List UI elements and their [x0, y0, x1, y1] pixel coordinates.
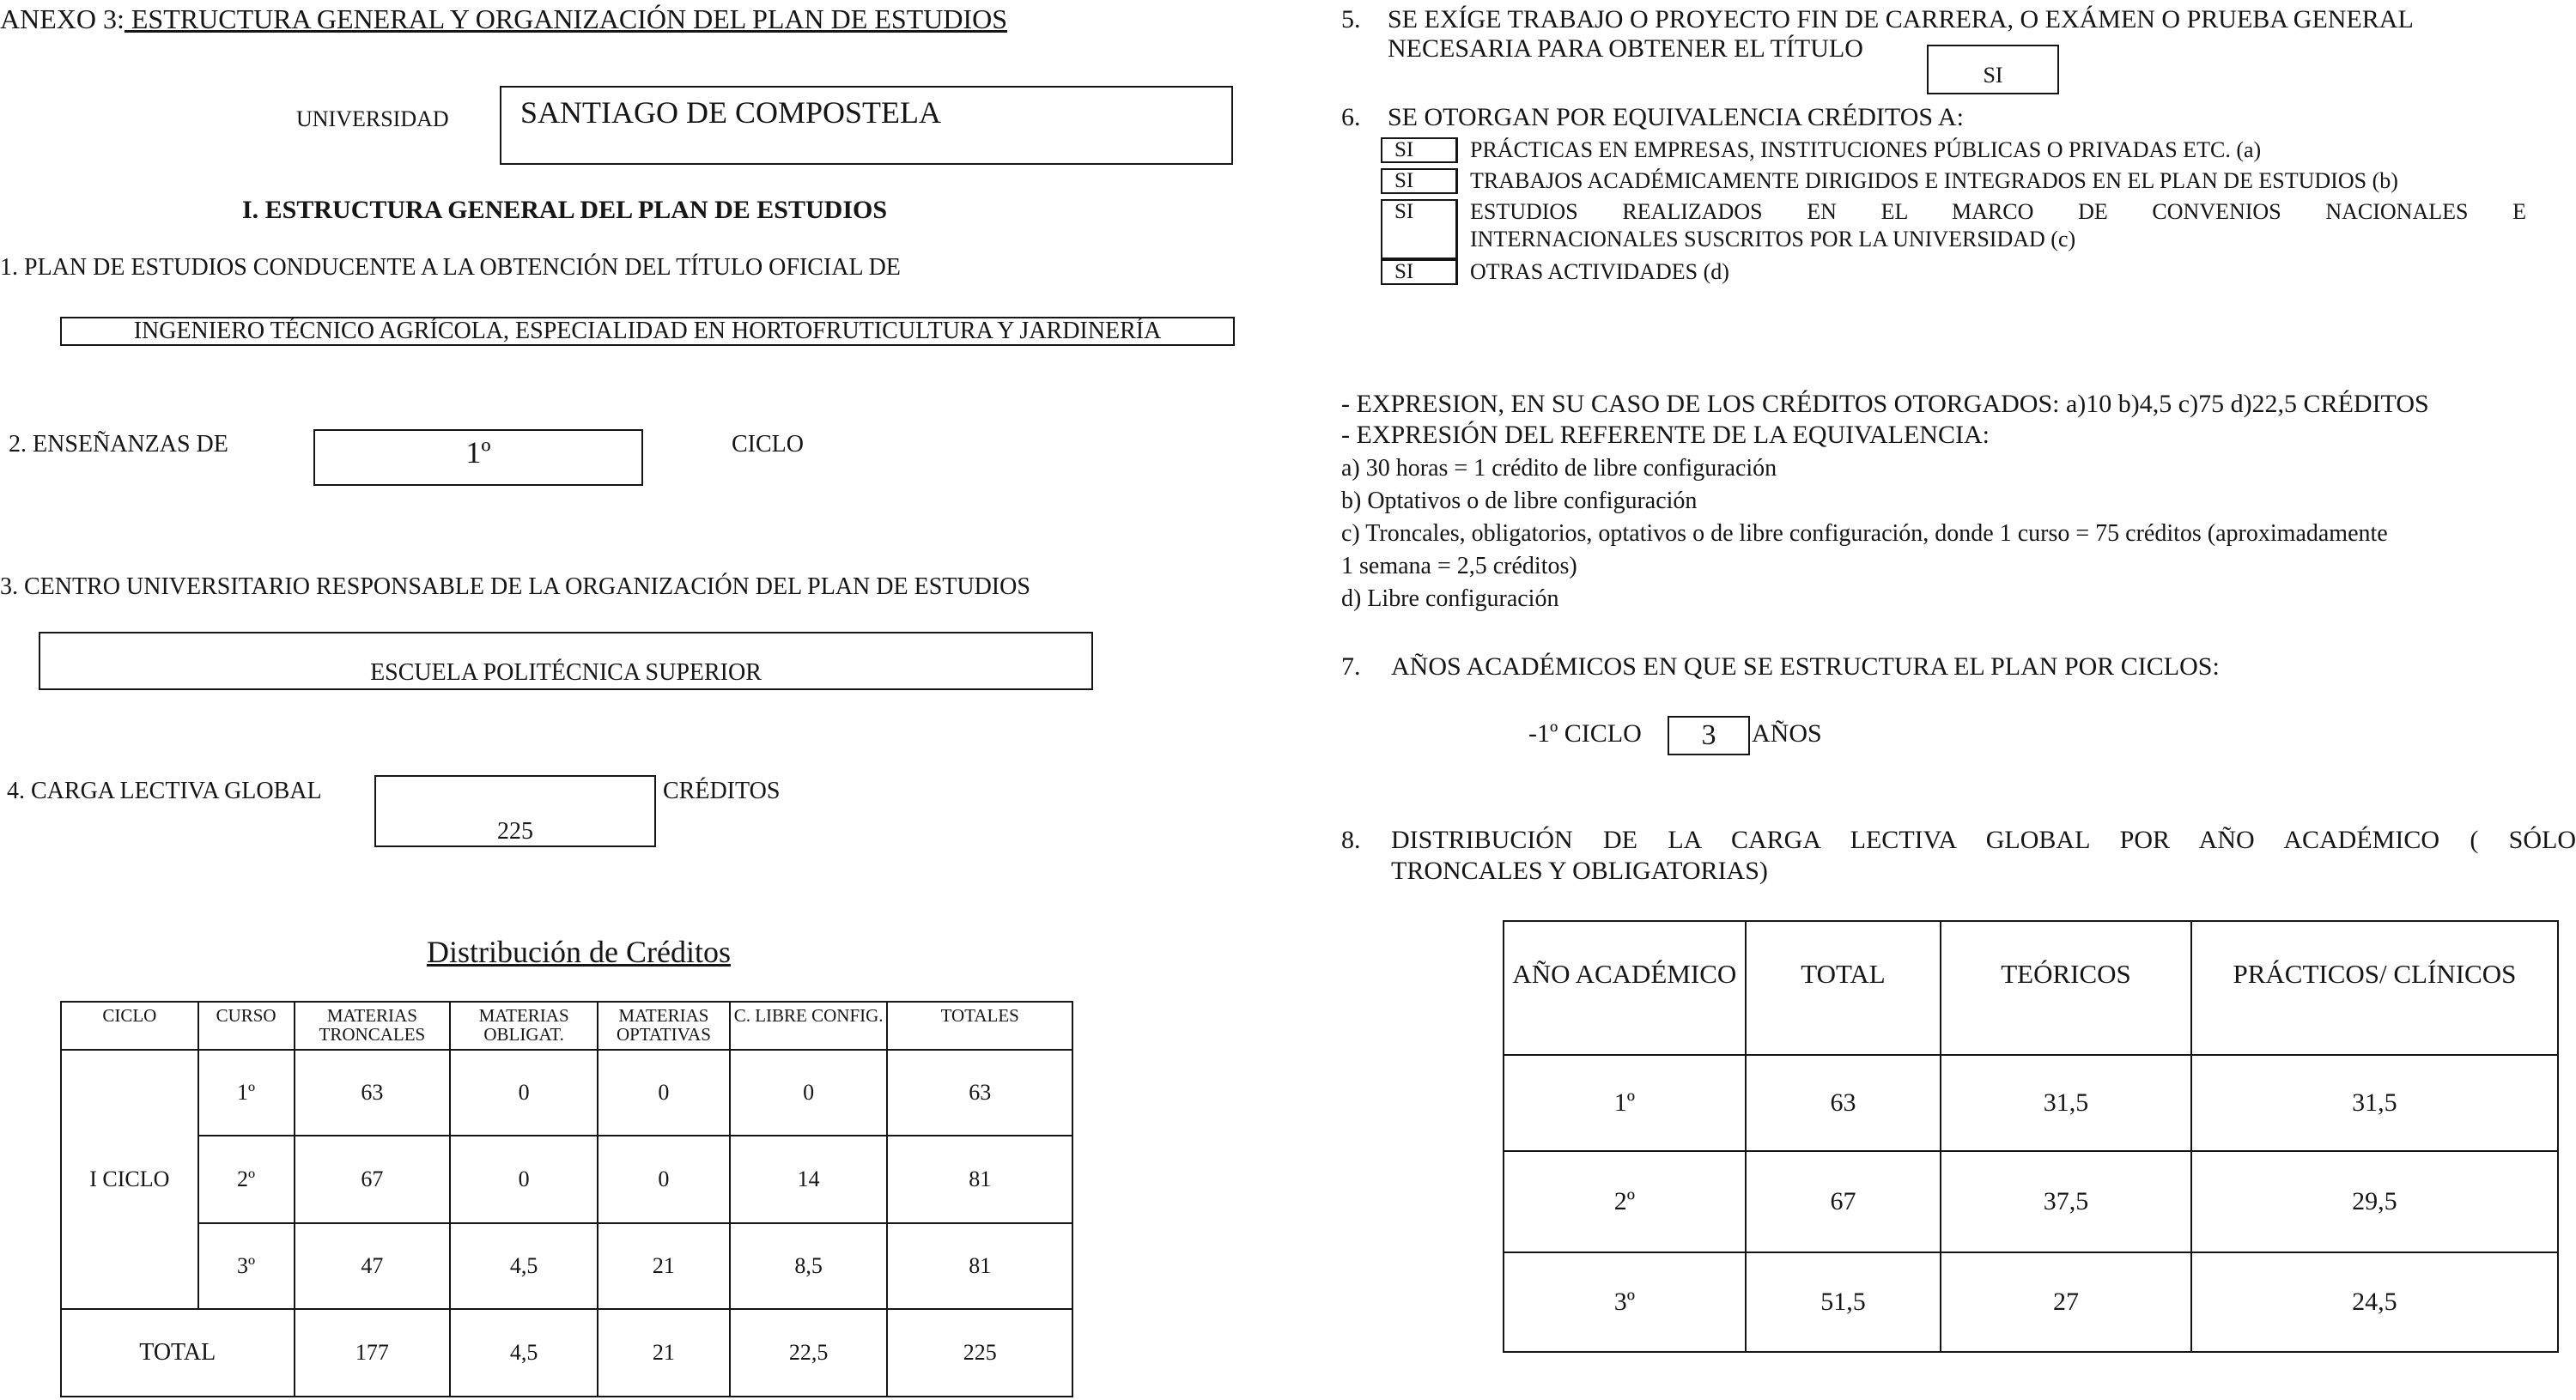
- item7-number: 7.: [1341, 652, 1361, 681]
- item5-line1: SE EXÍGE TRABAJO O PROYECTO FIN DE CARRERA, O EXÁMEN O PRUEBA GENERAL: [1388, 5, 2414, 33]
- optativas-cell: 0: [598, 1050, 730, 1136]
- item1-label: 1. PLAN DE ESTUDIOS CONDUCENTE A LA OBTENCIÓN DEL TÍTULO OFICIAL DE: [0, 254, 901, 281]
- obligat-cell: 4,5: [450, 1223, 598, 1309]
- cycle-field: [313, 429, 643, 486]
- table-row: [1504, 1252, 2558, 1352]
- col-teoricos: TEÓRICOS: [1941, 921, 2191, 1055]
- practicos-cell: 31,5: [2191, 1055, 2558, 1151]
- degree-value: INGENIERO TÉCNICO AGRÍCOLA, ESPECIALIDAD EN HORTOFRUTICULTURA Y JARDINERÍA: [133, 318, 1162, 344]
- curso-cell: 2º: [198, 1136, 295, 1223]
- optativas-cell: 21: [598, 1309, 730, 1397]
- table-row: [1504, 1055, 2558, 1151]
- university-label: UNIVERSIDAD: [296, 106, 449, 131]
- year-header-row: [1504, 921, 2558, 1055]
- troncales-cell: 47: [295, 1223, 451, 1309]
- table-row: [1504, 1151, 2558, 1252]
- col-libre: C. LIBRE CONFIG.: [730, 1002, 888, 1050]
- distribution-title: Distribución de Créditos: [427, 935, 731, 969]
- university-value: SANTIAGO DE COMPOSTELA: [520, 95, 942, 130]
- teoricos-cell: 27: [1941, 1252, 2191, 1352]
- curso-cell: 3º: [198, 1223, 295, 1309]
- obligat-cell: 0: [450, 1136, 598, 1223]
- total-label: TOTAL: [61, 1309, 295, 1397]
- col-troncales: MATERIAS TRONCALES: [295, 1002, 451, 1050]
- optativas-cell: 0: [598, 1136, 730, 1223]
- annex-prefix: ANEXO 3:: [0, 3, 125, 34]
- item5-line2: NECESARIA PARA OBTENER EL TÍTULO: [1388, 34, 1863, 63]
- item8-line2: TRONCALES Y OBLIGATORIAS): [1391, 857, 1768, 885]
- col-totales: TOTALES: [887, 1002, 1072, 1050]
- years-field: [1668, 716, 1750, 755]
- equiv-d-label: OTRAS ACTIVIDADES (d): [1470, 259, 1729, 284]
- optativas-cell: 21: [598, 1223, 730, 1309]
- equiv-b-value: SI: [1381, 168, 1458, 194]
- annex-title: ESTRUCTURA GENERAL Y ORGANIZACIÓN DEL PLAN DE ESTUDIOS: [124, 3, 1007, 34]
- libre-cell: 0: [730, 1050, 888, 1136]
- year-cell: 1º: [1504, 1055, 1746, 1151]
- expression-referent: - EXPRESIÓN DEL REFERENTE DE LA EQUIVALENCIA:: [1341, 421, 1990, 449]
- teoricos-cell: 31,5: [1941, 1055, 2191, 1151]
- item2-label: 2. ENSEÑANZAS DE: [9, 431, 228, 458]
- item7-title: AÑOS ACADÉMICOS EN QUE SE ESTRUCTURA EL PLAN POR CICLOS:: [1391, 652, 2220, 681]
- col-optativas: MATERIAS OPTATIVAS: [598, 1002, 730, 1050]
- obligat-cell: 4,5: [450, 1309, 598, 1397]
- practicos-cell: 29,5: [2191, 1151, 2558, 1252]
- teoricos-cell: 37,5: [1941, 1151, 2191, 1252]
- table-row: [61, 1050, 1072, 1136]
- item4-label: 4. CARGA LECTIVA GLOBAL: [7, 778, 322, 804]
- total-cell: 67: [1746, 1151, 1941, 1252]
- item5-number: 5.: [1341, 5, 1361, 33]
- equiv-c-label-2: INTERNACIONALES SUSCRITOS POR LA UNIVERSIDAD (c): [1470, 227, 2076, 252]
- obligat-cell: 0: [450, 1050, 598, 1136]
- totales-cell: 81: [887, 1223, 1072, 1309]
- thesis-required-value: SI: [1983, 63, 2003, 88]
- total-row: [61, 1309, 1072, 1397]
- totales-cell: 225: [887, 1309, 1072, 1397]
- referent-a: a) 30 horas = 1 crédito de libre configuración: [1341, 455, 1777, 482]
- troncales-cell: 67: [295, 1136, 451, 1223]
- item7-suffix: AÑOS: [1752, 719, 1822, 748]
- referent-c-line2: 1 semana = 2,5 créditos): [1341, 553, 1577, 579]
- totales-cell: 63: [887, 1050, 1072, 1136]
- credits-table: [60, 1001, 1073, 1397]
- troncales-cell: 177: [295, 1309, 451, 1397]
- referent-b: b) Optativos o de libre configuración: [1341, 488, 1698, 514]
- total-cell: 51,5: [1746, 1252, 1941, 1352]
- equiv-a-value: SI: [1381, 137, 1458, 163]
- totales-cell: 81: [887, 1136, 1072, 1223]
- item8-number: 8.: [1341, 826, 1361, 854]
- year-cell: 3º: [1504, 1252, 1746, 1352]
- curso-cell: 1º: [198, 1050, 295, 1136]
- col-practicos: PRÁCTICOS/ CLÍNICOS: [2191, 921, 2558, 1055]
- credits-value: 225: [497, 818, 533, 845]
- item6-title: SE OTORGAN POR EQUIVALENCIA CRÉDITOS A:: [1388, 103, 1964, 131]
- referent-d: d) Libre configuración: [1341, 585, 1559, 612]
- practicos-cell: 24,5: [2191, 1252, 2558, 1352]
- item7-cycle-label: -1º CICLO: [1528, 719, 1642, 748]
- item2-suffix: CICLO: [732, 431, 804, 458]
- col-year: AÑO ACADÉMICO: [1504, 921, 1746, 1055]
- libre-cell: 8,5: [730, 1223, 888, 1309]
- col-ciclo: CICLO: [61, 1002, 198, 1050]
- total-cell: 63: [1746, 1055, 1941, 1151]
- referent-c-line1: c) Troncales, obligatorios, optativos o de libre configuración, donde 1 curso = 75 créditos (aproximadamente: [1341, 520, 2388, 547]
- credits-header-row: [61, 1002, 1072, 1050]
- equiv-b-label: TRABAJOS ACADÉMICAMENTE DIRIGIDOS E INTEGRADOS EN EL PLAN DE ESTUDIOS (b): [1470, 168, 2398, 193]
- university-field: [500, 86, 1233, 165]
- item4-suffix: CRÉDITOS: [663, 778, 781, 804]
- item6-number: 6.: [1341, 103, 1361, 131]
- annex-heading: [0, 3, 1007, 35]
- center-value: ESCUELA POLITÉCNICA SUPERIOR: [370, 659, 762, 686]
- col-curso: CURSO: [198, 1002, 295, 1050]
- year-cell: 2º: [1504, 1151, 1746, 1252]
- credits-field: [374, 775, 656, 847]
- table-row: [61, 1223, 1072, 1309]
- libre-cell: 22,5: [730, 1309, 888, 1397]
- cycle-value: 1º: [465, 435, 491, 470]
- equiv-a-label: PRÁCTICAS EN EMPRESAS, INSTITUCIONES PÚBLICAS O PRIVADAS ETC. (a): [1470, 137, 2262, 162]
- equiv-c-label: ESTUDIOS REALIZADOS EN EL MARCO DE CONVENIOS NACIONALES E: [1470, 199, 2526, 224]
- item3-label: 3. CENTRO UNIVERSITARIO RESPONSABLE DE LA ORGANIZACIÓN DEL PLAN DE ESTUDIOS: [0, 573, 1030, 600]
- troncales-cell: 63: [295, 1050, 451, 1136]
- item8-line1: DISTRIBUCIÓN DE LA CARGA LECTIVA GLOBAL POR AÑO ACADÉMICO ( SÓLO: [1391, 826, 2576, 854]
- year-distribution-table: [1503, 920, 2559, 1353]
- col-obligat: MATERIAS OBLIGAT.: [450, 1002, 598, 1050]
- cycle-cell: I CICLO: [61, 1050, 198, 1309]
- section-title: I. ESTRUCTURA GENERAL DEL PLAN DE ESTUDIOS: [242, 196, 888, 224]
- expression-credits: - EXPRESION, EN SU CASO DE LOS CRÉDITOS OTORGADOS: a)10 b)4,5 c)75 d)22,5 CRÉDITOS: [1341, 390, 2429, 418]
- degree-field: [60, 317, 1235, 346]
- years-value: 3: [1701, 719, 1716, 751]
- equiv-c-value: SI: [1381, 199, 1458, 259]
- col-total: TOTAL: [1746, 921, 1941, 1055]
- equiv-d-value: SI: [1381, 259, 1458, 285]
- center-field: [39, 632, 1093, 690]
- libre-cell: 14: [730, 1136, 888, 1223]
- table-row: [61, 1136, 1072, 1223]
- thesis-required-field: [1927, 45, 2059, 94]
